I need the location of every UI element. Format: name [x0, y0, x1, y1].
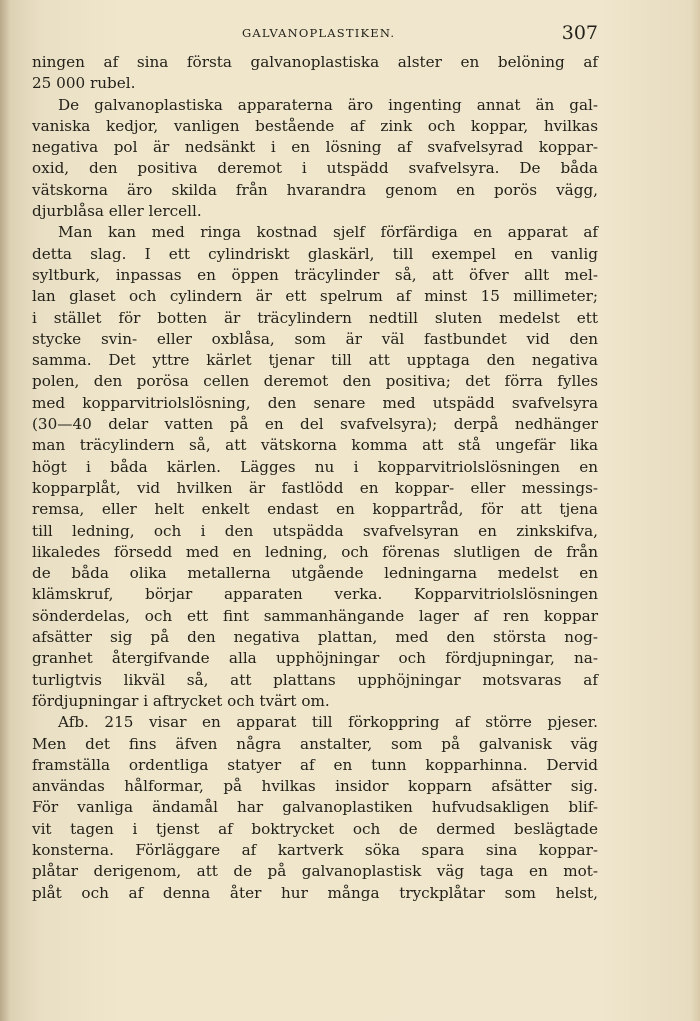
text-line: Man kan med ringa kostnad sjelf förfärdiga en apparat af [58, 223, 598, 242]
text-line: ningen af sina första galvanoplastiska alster en belöning af [32, 53, 598, 71]
text-line: lan glaset och cylindern är ett spelrum af minst 15 millimeter; [32, 287, 598, 306]
text-line: stycke svin- eller oxblåsa, som är väl fastbundet vid den [32, 329, 598, 348]
page-header [32, 22, 598, 52]
text-line: För vanliga ändamål har galvanoplastiken hufvudsakligen blif- [32, 798, 598, 817]
text-line: de båda olika metallerna utgående ledningarna medelst en [32, 564, 598, 583]
running-title: GALVANOPLASTIKEN. [242, 26, 396, 40]
text-line: plåtar derigenom, att de på galvanoplastisk väg taga en mot- [32, 862, 598, 881]
text-line: afsätter sig på den negativa plattan, med den största nog- [32, 628, 598, 647]
text-line: fördjupningar i aftrycket och tvärt om. [32, 691, 330, 710]
text-line: remsa, eller helt enkelt endast en koppartråd, för att tjena [32, 500, 598, 519]
text-line: framställa ordentliga statyer af en tunn kopparhinna. Dervid [32, 755, 598, 774]
text-line: turligtvis likväl så, att plattans upphöjningar motsvaras af [32, 670, 598, 689]
text-line: granhet återgifvande alla upphöjningar och fördjupningar, na- [32, 649, 598, 668]
text-line: kopparplåt, vid hvilken är fastlödd en koppar- eller messings- [32, 478, 598, 497]
text-line: polen, den porösa cellen deremot den positiva; det förra fylles [32, 372, 598, 391]
text-line: i stället för botten är träcylindern nedtill sluten medelst ett [32, 308, 598, 327]
text-line: 25 000 rubel. [32, 74, 136, 93]
text-line: negativa pol är nedsänkt i en lösning af svafvelsyrad koppar- [32, 138, 598, 157]
page-number: 307 [561, 22, 598, 44]
text-line: till ledning, och i den utspädda svafvelsyran en zinkskifva, [32, 521, 598, 540]
text-line: samma. Det yttre kärlet tjenar till att upptaga den negativa [32, 351, 598, 370]
text-line: syltburk, inpassas en öppen träcylinder så, att öfver allt mel- [32, 265, 598, 284]
text-line: konsterna. Förläggare af kartverk söka spara sina koppar- [32, 840, 598, 859]
text-line: likaledes försedd med en ledning, och förenas slutligen de från [32, 542, 598, 561]
text-line: klämskruf, börjar apparaten verka. Kopparvitriolslösningen [32, 585, 598, 604]
text-line: djurblåsa eller lercell. [32, 202, 202, 221]
body-text [32, 52, 598, 904]
text-line: man träcylindern så, att vätskorna komma att stå ungefär lika [32, 436, 598, 455]
text-line: plåt och af denna åter hur många tryckplåtar som helst, [32, 883, 598, 902]
page-gutter-shadow [0, 0, 10, 1021]
text-line: vätskorna äro skilda från hvarandra genom en porös vägg, [32, 180, 598, 199]
text-line: De galvanoplastiska apparaterna äro ingenting annat än gal- [58, 95, 598, 114]
text-line: användas hålformar, på hvilkas insidor kopparn afsätter sig. [32, 777, 598, 796]
text-line: oxid, den positiva deremot i utspädd svafvelsyra. De båda [32, 159, 598, 178]
text-line: (30—40 delar vatten på en del svafvelsyra); derpå nedhänger [32, 415, 598, 434]
text-line: Afb. 215 visar en apparat till förkoppring af större pjeser. [58, 713, 598, 732]
text-line: vit tagen i tjenst af boktrycket och de dermed beslägtade [32, 819, 598, 838]
text-line: vaniska kedjor, vanligen bestående af zink och koppar, hvilkas [32, 116, 598, 135]
text-line: med kopparvitriolslösning, den senare med utspädd svafvelsyra [32, 393, 598, 412]
text-line: sönderdelas, och ett fint sammanhängande lager af ren koppar [32, 606, 598, 625]
text-line: högt i båda kärlen. Lägges nu i kopparvitriolslösningen en [32, 457, 598, 476]
text-line: detta slag. I ett cylindriskt glaskärl, till exempel en vanlig [32, 244, 598, 263]
text-line: Men det fins äfven några anstalter, som på galvanisk väg [32, 734, 598, 753]
